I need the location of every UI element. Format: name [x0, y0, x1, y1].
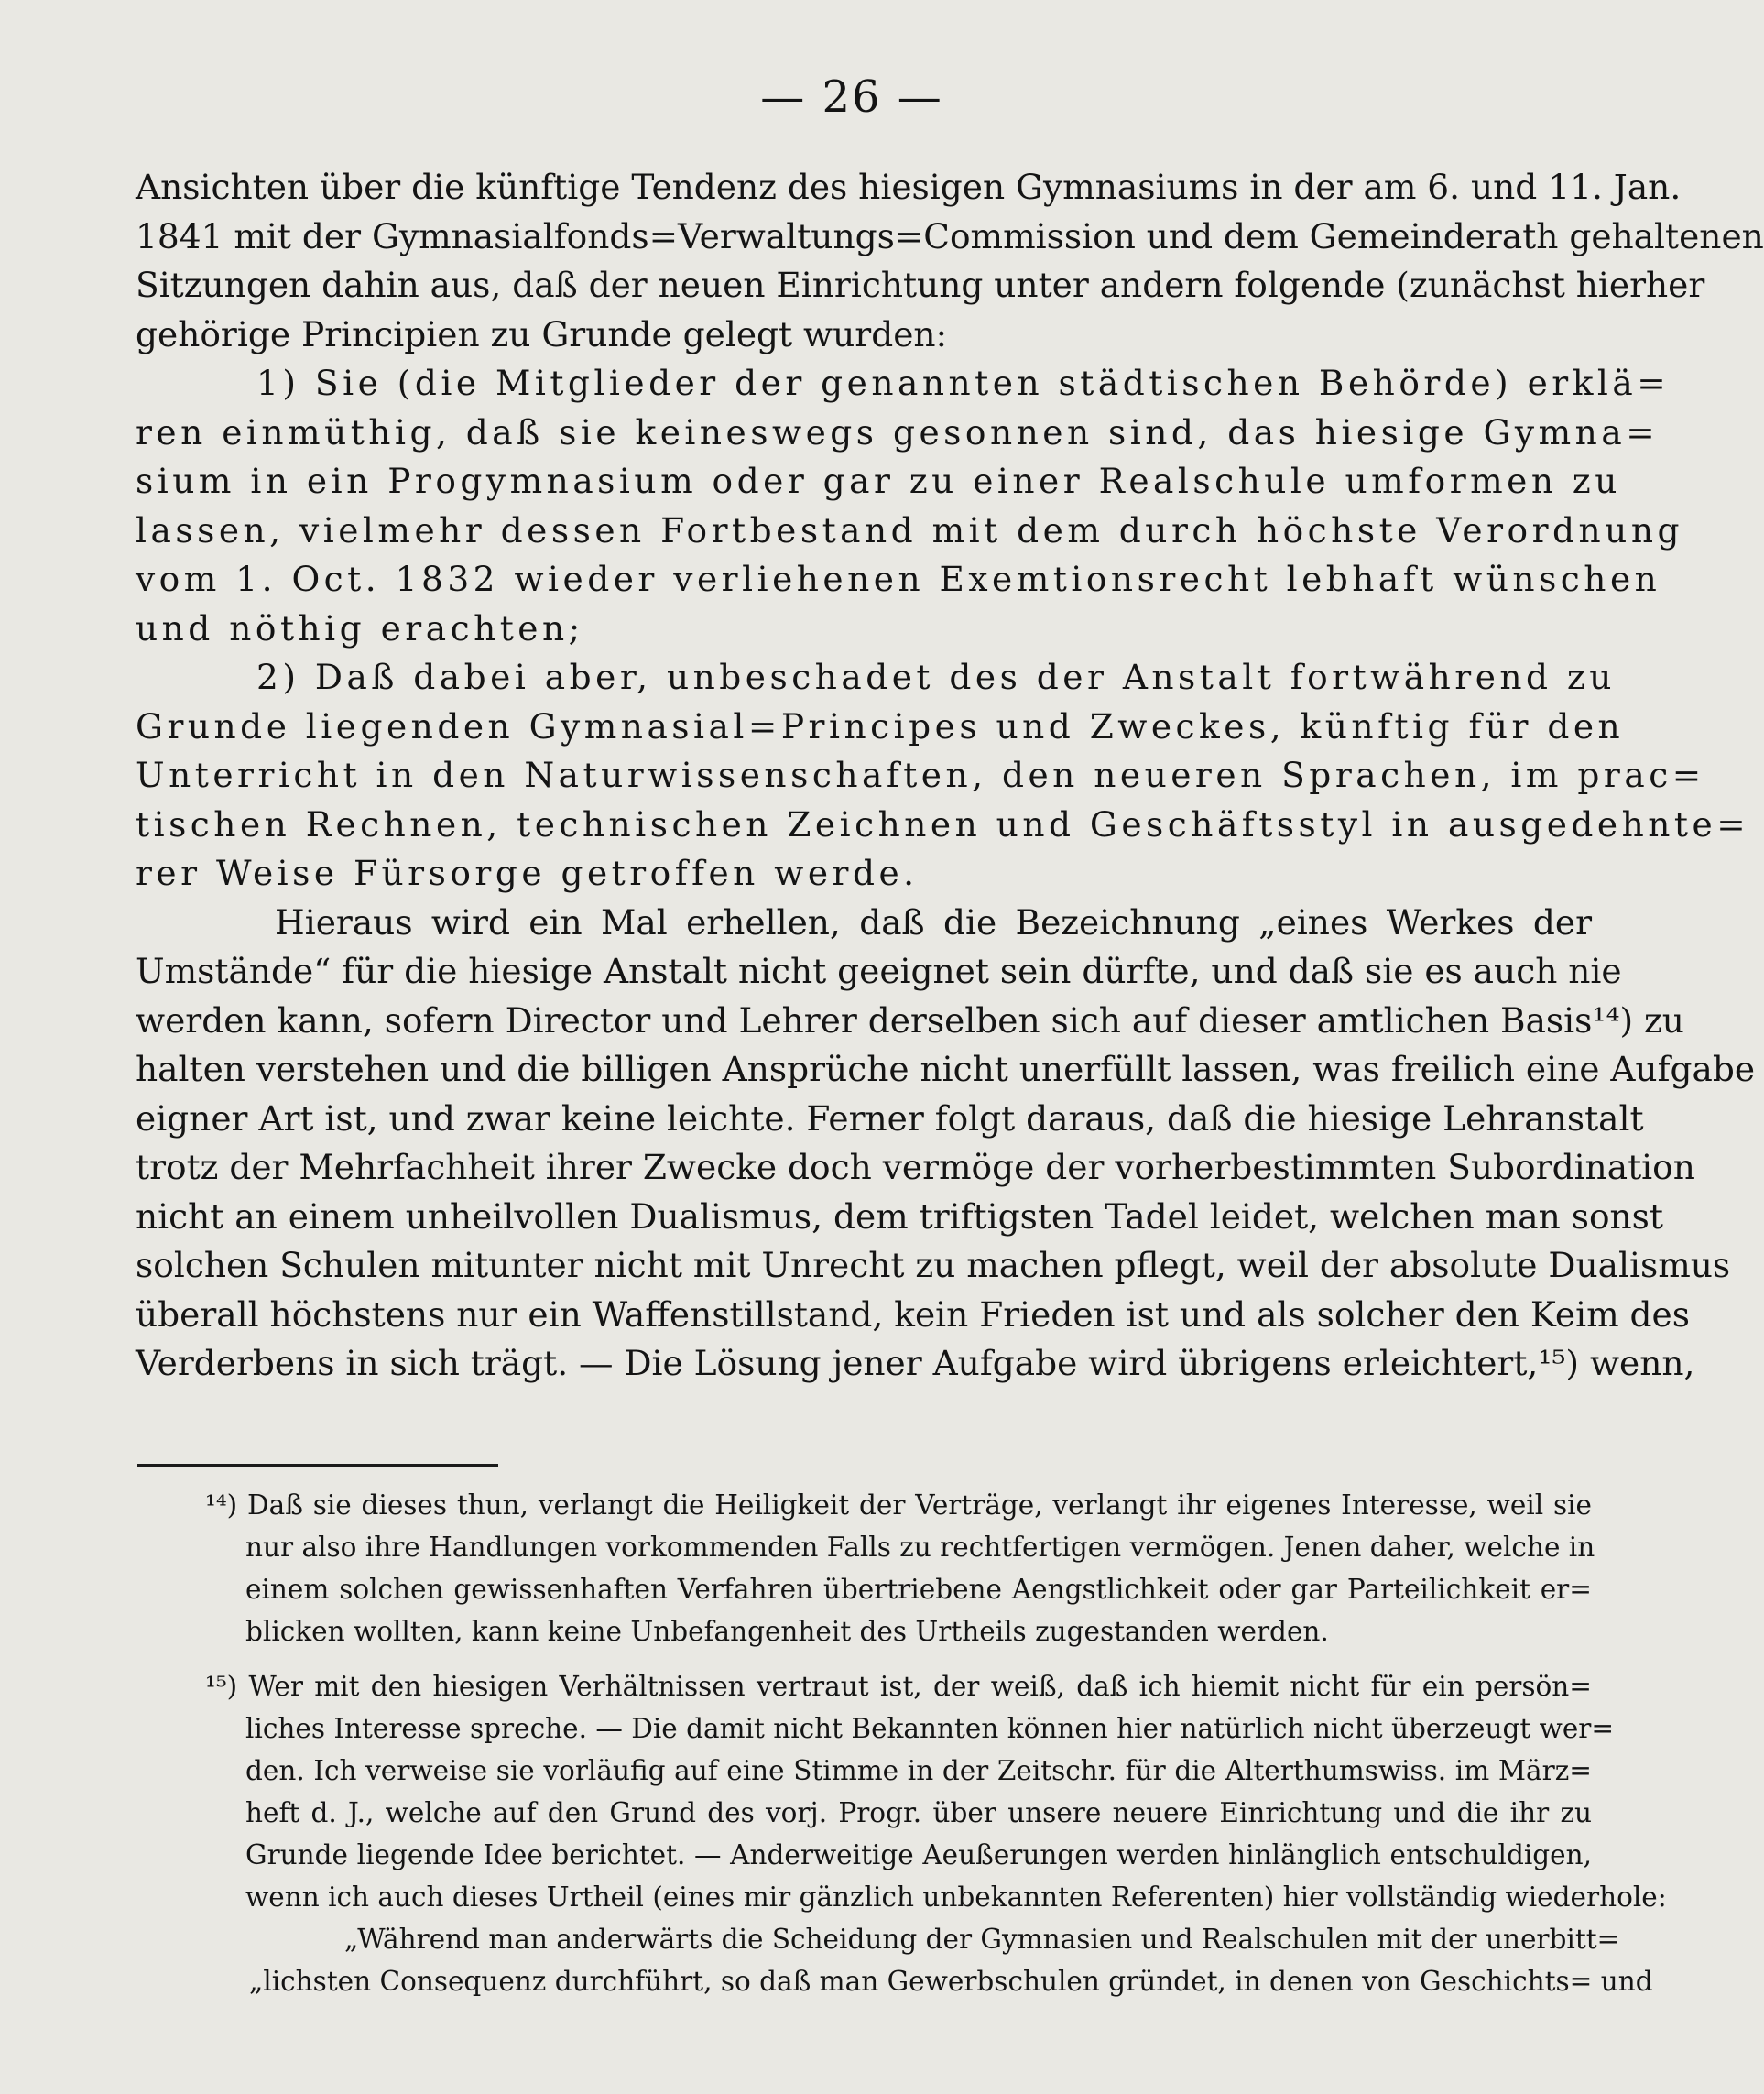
footnote-line: ¹⁵) Wer mit den hiesigen Verhältnissen vertraut ist, der weiß, daß ich hiemit nicht für ein persön= — [205, 1671, 1592, 1702]
text-line: 1) Sie (die Mitglieder der genannten städtischen Behörde) erklä= — [256, 363, 1671, 403]
body-text — [136, 163, 1764, 1389]
text-line: Sitzungen dahin aus, daß der neuen Einrichtung unter andern folgende (zunächst hierher — [136, 265, 1705, 305]
footnote-gap — [136, 1652, 1592, 1665]
text-line: vom 1. Oct. 1832 wieder verliehenen Exemtionsrecht lebhaft wünschen — [136, 559, 1661, 599]
text-line: trotz der Mehrfachheit ihrer Zwecke doch vermöge der vorherbestimmten Subordination — [136, 1147, 1695, 1187]
footnote-line: blicken wollten, kann keine Unbefangenheit des Urtheils zugestanden werden. — [245, 1616, 1329, 1647]
footnote-line: „Während man anderwärts die Scheidung der Gymnasien und Realschulen mit der unerbitt= — [344, 1924, 1620, 1955]
footnote-line: nur also ihre Handlungen vorkommenden Falls zu rechtfertigen vermögen. Jenen daher, welche in — [245, 1532, 1595, 1563]
text-line: Verderbens in sich trägt. — Die Lösung jener Aufgabe wird übrigens erleichtert,¹⁵) wenn, — [136, 1343, 1695, 1383]
footnote-divider — [137, 1464, 498, 1467]
text-line: nicht an einem unheilvollen Dualismus, dem triftigsten Tadel leidet, welchen man sonst — [136, 1195, 1663, 1237]
text-line: und nöthig erachten; — [136, 607, 584, 649]
footnote-line: ¹⁴) Daß sie dieses thun, verlangt die Heiligkeit der Verträge, verlangt ihr eigenes Interesse, weil sie — [205, 1489, 1592, 1521]
text-line: 1841 mit der Gymnasialfonds=Verwaltungs=Commission und dem Gemeinderath gehaltenen — [136, 215, 1764, 256]
text-line: Grunde liegenden Gymnasial=Principes und Zweckes, künftig für den — [136, 705, 1625, 747]
footnote-line: Grunde liegende Idee berichtet. — Anderweitige Aeußerungen werden hinlänglich entschuldigen, — [245, 1839, 1592, 1870]
text-line: ren einmüthig, daß sie keineswegs gesonnen sind, das hiesige Gymna= — [136, 411, 1660, 453]
text-line: solchen Schulen mitunter nicht mit Unrecht zu machen pflegt, weil der absolute Dualismus — [136, 1245, 1731, 1285]
text-line: tischen Rechnen, technischen Zeichnen und Geschäftsstyl in ausgedehnte= — [136, 803, 1750, 845]
text-line: Ansichten über die künftige Tendenz des hiesigen Gymnasiums in der am 6. und 11. Jan. — [136, 167, 1682, 207]
text-line: rer Weise Fürsorge getroffen werde. — [136, 853, 919, 893]
page-number: — 26 — — [760, 71, 943, 123]
footnote-line: einem solchen gewissenhaften Verfahren übertriebene Aengstlichkeit oder gar Parteilichkeit er= — [245, 1574, 1592, 1605]
text-line: werden kann, sofern Director und Lehrer derselben sich auf dieser amtlichen Basis¹⁴) zu — [136, 999, 1684, 1041]
footnotes — [136, 1484, 1667, 2002]
text-line: Hieraus wird ein Mal erhellen, daß die Bezeichnung „eines Werkes der — [275, 901, 1592, 943]
footnote-line: liches Interesse spreche. — Die damit nicht Bekannten können hier natürlich nicht überzeugt wer= — [245, 1713, 1615, 1744]
text-line: sium in ein Progymnasium oder gar zu einer Realschule umformen zu — [136, 461, 1621, 501]
footnote-line: wenn ich auch dieses Urtheil (eines mir gänzlich unbekannten Referenten) hier vollständig wiederhole: — [245, 1881, 1667, 1913]
text-line: lassen, vielmehr dessen Fortbestand mit dem durch höchste Verordnung — [136, 509, 1683, 551]
text-line: überall höchstens nur ein Waffenstillstand, kein Frieden ist und als solcher den Keim des — [136, 1293, 1690, 1335]
text-line: 2) Daß dabei aber, unbeschadet des der Anstalt fortwährend zu — [256, 657, 1616, 697]
text-line: Unterricht in den Naturwissenschaften, den neueren Sprachen, im prac= — [136, 755, 1705, 795]
footnote-line: „lichsten Consequenz durchführt, so daß man Gewerbschulen gründet, in denen von Geschichts= und — [249, 1966, 1653, 1997]
footnote-line: heft d. J., welche auf den Grund des vorj. Progr. über unsere neuere Einrichtung und die ihr zu — [245, 1797, 1592, 1828]
text-line: halten verstehen und die billigen Ansprüche nicht unerfüllt lassen, was freilich eine Aufgabe — [136, 1049, 1756, 1089]
text-line: Umstände“ für die hiesige Anstalt nicht geeignet sein dürfte, und daß sie es auch nie — [136, 951, 1622, 991]
footnote-line: den. Ich verweise sie vorläufig auf eine Stimme in der Zeitschr. für die Alterthumswiss. im März= — [245, 1755, 1592, 1786]
text-line: gehörige Principien zu Grunde gelegt wurden: — [136, 313, 948, 354]
text-line: eigner Art ist, und zwar keine leichte. Ferner folgt daraus, daß die hiesige Lehranstalt — [136, 1097, 1644, 1139]
